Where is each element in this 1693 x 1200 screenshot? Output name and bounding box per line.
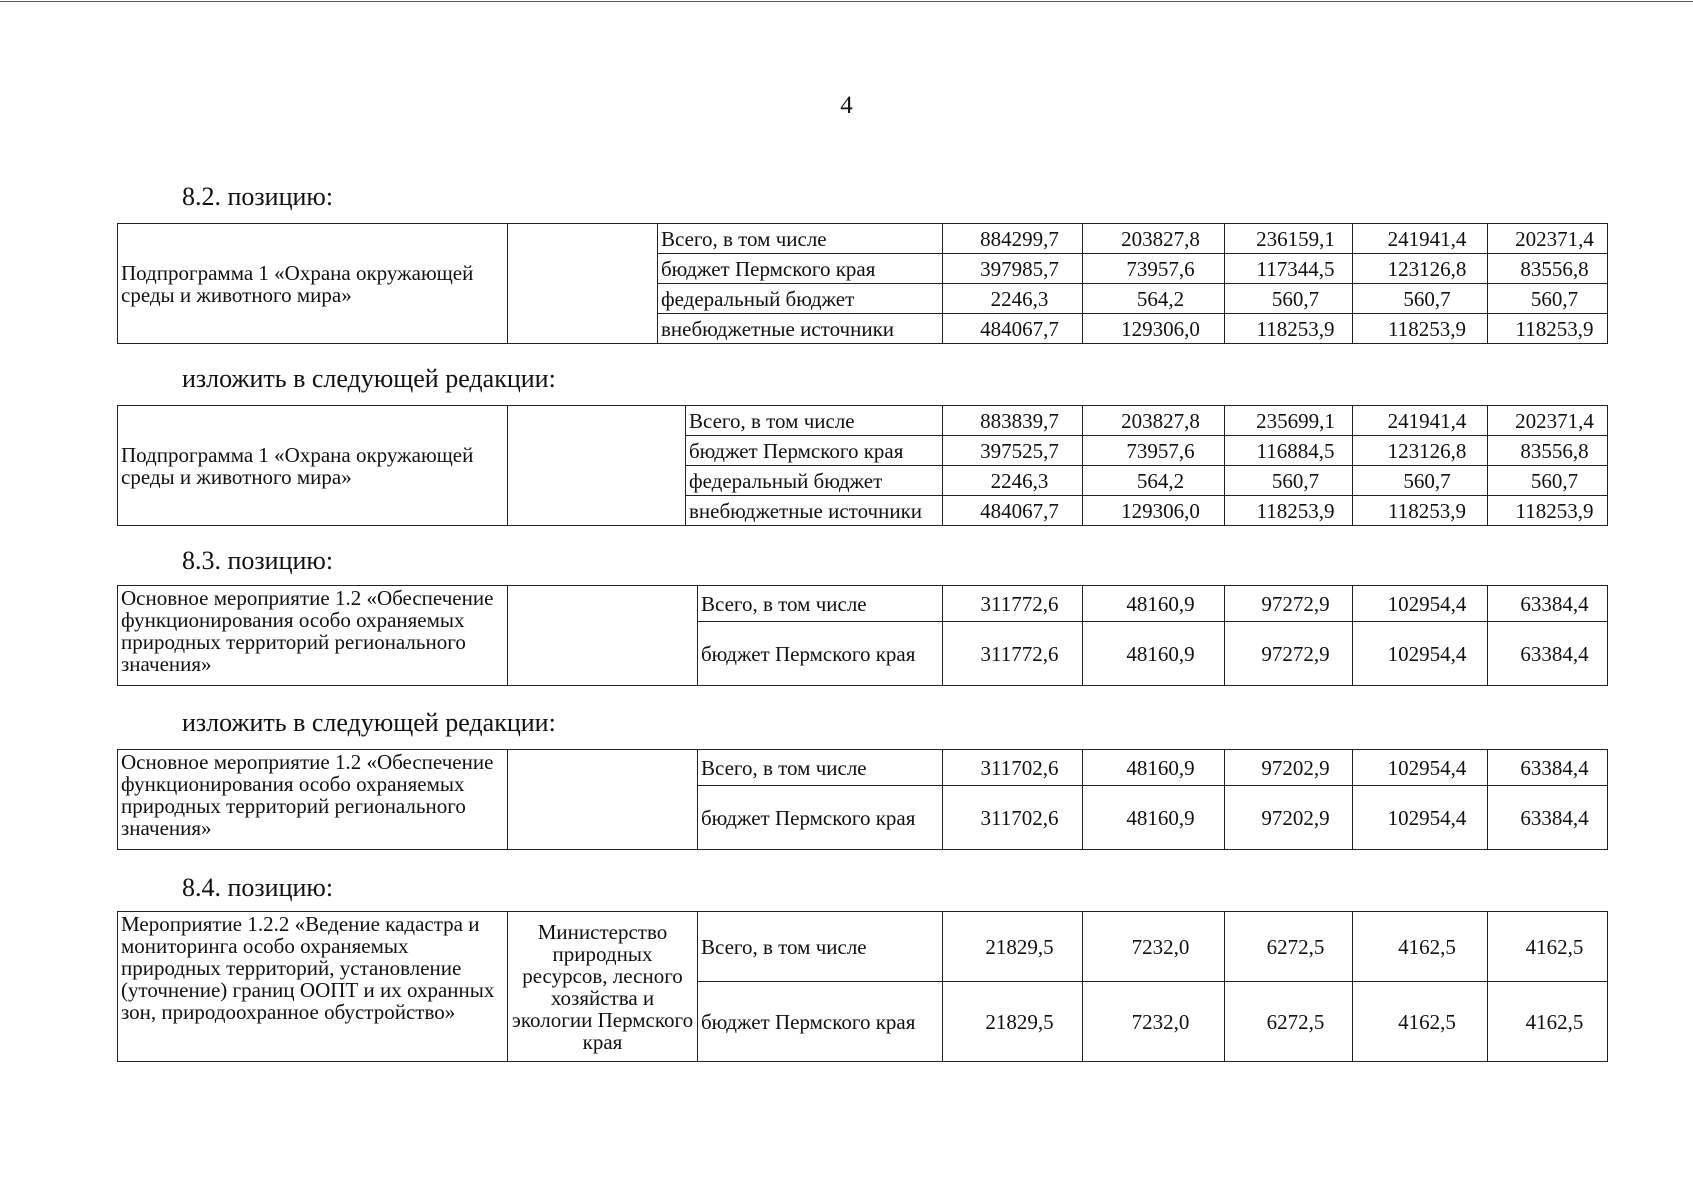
value-year: 123126,8: [1353, 254, 1488, 284]
value-year: 6272,5: [1225, 982, 1353, 1062]
value-year: 118253,9: [1488, 314, 1608, 344]
funding-source: федеральный бюджет: [686, 466, 943, 496]
value-year: 203827,8: [1083, 406, 1225, 436]
value-year: 129306,0: [1083, 496, 1225, 526]
responsible-executor: [508, 586, 698, 686]
value-year: 97202,9: [1225, 786, 1353, 850]
value-year: 560,7: [1488, 466, 1608, 496]
table-row: [118, 586, 1608, 622]
value-year: 123126,8: [1353, 436, 1488, 466]
value-year: 6272,5: [1225, 912, 1353, 982]
value-year: 4162,5: [1353, 982, 1488, 1062]
page-number: 4: [840, 92, 853, 119]
responsible-executor: Министерство природных ресурсов, лесного хозяйства и экологии Пермского края: [508, 912, 698, 1062]
section-heading-new-edition: изложить в следующей редакции:: [182, 708, 556, 737]
value-year: 102954,4: [1353, 586, 1488, 622]
value-total: 311702,6: [943, 786, 1083, 850]
value-year: 564,2: [1083, 284, 1225, 314]
item-name: Подпрограмма 1 «Охрана окружающей среды и животного мира»: [118, 406, 508, 526]
value-year: 4162,5: [1488, 912, 1608, 982]
value-year: 235699,1: [1225, 406, 1353, 436]
value-year: 63384,4: [1488, 786, 1608, 850]
funding-source: Всего, в том числе: [698, 912, 943, 982]
value-year: 564,2: [1083, 466, 1225, 496]
value-year: 63384,4: [1488, 750, 1608, 786]
value-year: 63384,4: [1488, 622, 1608, 686]
value-year: 241941,4: [1353, 224, 1488, 254]
table-row: [118, 224, 1608, 254]
funding-source: федеральный бюджет: [658, 284, 943, 314]
value-year: 241941,4: [1353, 406, 1488, 436]
value-year: 4162,5: [1353, 912, 1488, 982]
value-total: 21829,5: [943, 912, 1083, 982]
funding-source: бюджет Пермского края: [698, 982, 943, 1062]
funding-source: внебюджетные источники: [686, 496, 943, 526]
value-year: 4162,5: [1488, 982, 1608, 1062]
value-total: 311702,6: [943, 750, 1083, 786]
value-year: 83556,8: [1488, 436, 1608, 466]
value-year: 203827,8: [1083, 224, 1225, 254]
funding-source: бюджет Пермского края: [686, 436, 943, 466]
value-year: 48160,9: [1083, 586, 1225, 622]
value-year: 118253,9: [1488, 496, 1608, 526]
value-year: 63384,4: [1488, 586, 1608, 622]
scan-edge-line: [0, 1, 1693, 2]
value-year: 560,7: [1225, 466, 1353, 496]
value-total: 2246,3: [943, 284, 1083, 314]
section-heading-8-4: 8.4. позицию:: [182, 873, 334, 902]
value-year: 118253,9: [1225, 496, 1353, 526]
value-year: 83556,8: [1488, 254, 1608, 284]
value-total: 311772,6: [943, 622, 1083, 686]
funding-source: бюджет Пермского края: [698, 622, 943, 686]
value-year: 118253,9: [1353, 314, 1488, 344]
value-year: 73957,6: [1083, 436, 1225, 466]
value-year: 560,7: [1353, 284, 1488, 314]
value-year: 118253,9: [1225, 314, 1353, 344]
table-8-2-new: [117, 405, 1608, 526]
value-year: 48160,9: [1083, 750, 1225, 786]
value-total: 2246,3: [943, 466, 1083, 496]
value-year: 129306,0: [1083, 314, 1225, 344]
funding-source: Всего, в том числе: [686, 406, 943, 436]
table-8-3-old: [117, 585, 1608, 686]
table-8-2-old: [117, 223, 1608, 344]
section-heading-8-2: 8.2. позицию:: [182, 182, 334, 211]
responsible-executor: [508, 750, 698, 850]
value-total: 397985,7: [943, 254, 1083, 284]
value-total: 484067,7: [943, 496, 1083, 526]
value-year: 236159,1: [1225, 224, 1353, 254]
funding-source: бюджет Пермского края: [658, 254, 943, 284]
table-row: [118, 750, 1608, 786]
item-name: Основное мероприятие 1.2 «Обеспечение функционирования особо охраняемых природных территорий регионального значения»: [118, 586, 508, 686]
value-total: 884299,7: [943, 224, 1083, 254]
funding-source: внебюджетные источники: [658, 314, 943, 344]
value-year: 7232,0: [1083, 912, 1225, 982]
value-total: 21829,5: [943, 982, 1083, 1062]
funding-source: Всего, в том числе: [698, 586, 943, 622]
value-year: 102954,4: [1353, 622, 1488, 686]
item-name: Подпрограмма 1 «Охрана окружающей среды и животного мира»: [118, 224, 508, 344]
value-year: 97272,9: [1225, 622, 1353, 686]
value-total: 397525,7: [943, 436, 1083, 466]
table-row: [118, 406, 1608, 436]
value-year: 116884,5: [1225, 436, 1353, 466]
value-year: 202371,4: [1488, 406, 1608, 436]
value-year: 102954,4: [1353, 786, 1488, 850]
item-name: Мероприятие 1.2.2 «Ведение кадастра и мониторинга особо охраняемых природных территорий, установление (уточнение) границ ООПТ и их охранных зон, природоохранное обустройство»: [118, 912, 508, 1062]
item-name: Основное мероприятие 1.2 «Обеспечение функционирования особо охраняемых природных территорий регионального значения»: [118, 750, 508, 850]
value-year: 102954,4: [1353, 750, 1488, 786]
value-total: 311772,6: [943, 586, 1083, 622]
value-year: 560,7: [1488, 284, 1608, 314]
value-year: 202371,4: [1488, 224, 1608, 254]
funding-source: Всего, в том числе: [698, 750, 943, 786]
table-8-4-old: [117, 911, 1608, 1062]
value-year: 560,7: [1353, 466, 1488, 496]
table-row: [118, 912, 1608, 982]
funding-source: Всего, в том числе: [658, 224, 943, 254]
section-heading-8-3: 8.3. позицию:: [182, 546, 334, 575]
value-year: 48160,9: [1083, 786, 1225, 850]
value-year: 7232,0: [1083, 982, 1225, 1062]
value-total: 883839,7: [943, 406, 1083, 436]
responsible-executor: [508, 224, 658, 344]
table-8-3-new: [117, 749, 1608, 850]
value-year: 73957,6: [1083, 254, 1225, 284]
value-total: 484067,7: [943, 314, 1083, 344]
value-year: 97272,9: [1225, 586, 1353, 622]
responsible-executor: [508, 406, 686, 526]
value-year: 118253,9: [1353, 496, 1488, 526]
value-year: 560,7: [1225, 284, 1353, 314]
value-year: 48160,9: [1083, 622, 1225, 686]
value-year: 117344,5: [1225, 254, 1353, 284]
funding-source: бюджет Пермского края: [698, 786, 943, 850]
section-heading-new-edition: изложить в следующей редакции:: [182, 364, 556, 393]
value-year: 97202,9: [1225, 750, 1353, 786]
